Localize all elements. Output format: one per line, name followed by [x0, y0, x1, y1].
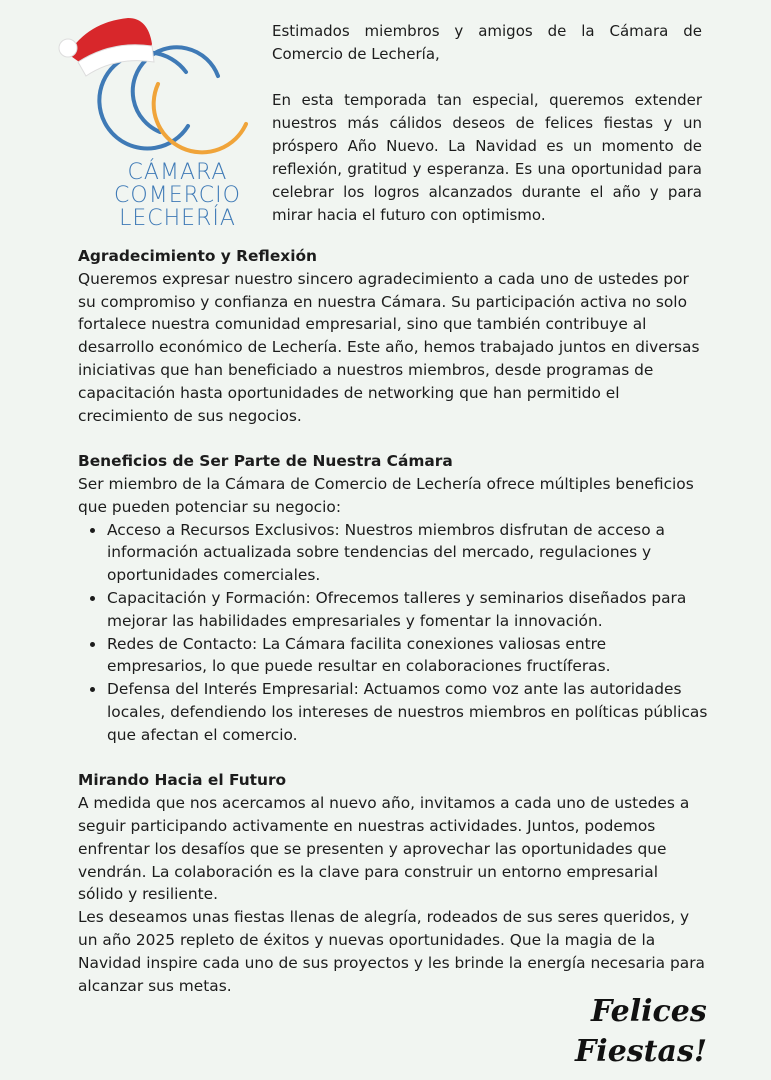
list-item: • Redes de Contacto: La Cámara facilita conexiones valiosas entre empresarios, lo que puede resultar en colaboraciones fructíferas. — [106, 633, 708, 679]
benefits-list — [78, 519, 708, 747]
intro-paragraph: En esta temporada tan especial, queremos extender nuestros más cálidos deseos de felices fiestas y un próspero Año Nuevo. La Navidad es un momento de reflexión, gratitud y esperanza. Es una oportunidad para celebrar los logros alcanzados durante el año y para mirar hacia el futuro con optimismo. — [272, 91, 702, 224]
section-paragraph: Ser miembro de la Cámara de Comercio de Lechería ofrece múltiples beneficios que pueden potenciar su negocio: — [78, 474, 694, 516]
signoff-line-2: Fiestas! — [575, 1034, 708, 1069]
logo-text-camara: CÁMARA — [127, 160, 228, 185]
list-item: • Capacitación y Formación: Ofrecemos talleres y seminarios diseñados para mejorar las habilidades empresariales y fomentar la innovación. — [106, 587, 708, 633]
chamber-logo — [48, 14, 260, 234]
list-item: • Defensa del Interés Empresarial: Actuamos como voz ante las autoridades locales, defendiendo los intereses de nuestros miembros en políticas públicas que afectan el comercio. — [106, 678, 708, 746]
list-item: • Acceso a Recursos Exclusivos: Nuestros miembros disfrutan de acceso a información actualizada sobre tendencias del mercado, regulaciones y oportunidades comerciales. — [106, 519, 708, 587]
logo-text-comercio: COMERCIO — [114, 183, 241, 208]
section-gratitude — [78, 245, 708, 427]
section-future — [78, 769, 708, 997]
signoff — [575, 992, 745, 1072]
greeting: Estimados miembros y amigos de la Cámara de Comercio de Lechería, — [272, 22, 702, 63]
closing-paragraph: Les deseamos unas fiestas llenas de alegría, rodeados de sus seres queridos, y un año 2025 repleto de éxitos y nuevas oportunidades. Que la magia de la Navidad inspire cada uno de sus proyectos y les brinde la energía necesaria para alcanzar sus metas. — [78, 908, 705, 995]
logo-emblem-icon — [48, 14, 260, 164]
section-heading: Beneficios de Ser Parte de Nuestra Cámara — [78, 452, 453, 471]
section-heading: Mirando Hacia el Futuro — [78, 771, 287, 790]
section-paragraph: Queremos expresar nuestro sincero agradecimiento a cada uno de ustedes por su compromiso y confianza en nuestra Cámara. Su participación activa no solo fortalece nuestra comunidad empresarial, sino que también contribuye al desarrollo económico de Lechería. Este año, hemos trabajado juntos en diversas iniciativas que han beneficiado a nuestros miembros, desde programas de capacitación hasta oportunidades de networking que han permitido el crecimiento de sus negocios. — [78, 269, 700, 425]
signoff-line-1: Felices — [591, 994, 707, 1029]
letter-body — [78, 245, 708, 997]
section-benefits — [78, 450, 708, 746]
section-heading: Agradecimiento y Reflexión — [78, 247, 318, 265]
section-paragraph: A medida que nos acercamos al nuevo año, invitamos a cada uno de ustedes a seguir participando activamente en nuestras actividades. Juntos, podemos enfrentar los desafíos que se presenten y aprovechar las oportunidades que vendrán. La colaboración es la clave para construir un entorno empresarial sólido y resiliente. — [78, 794, 690, 904]
logo-text-lecheria: LECHERÍA — [119, 206, 236, 231]
intro-block — [272, 20, 702, 227]
